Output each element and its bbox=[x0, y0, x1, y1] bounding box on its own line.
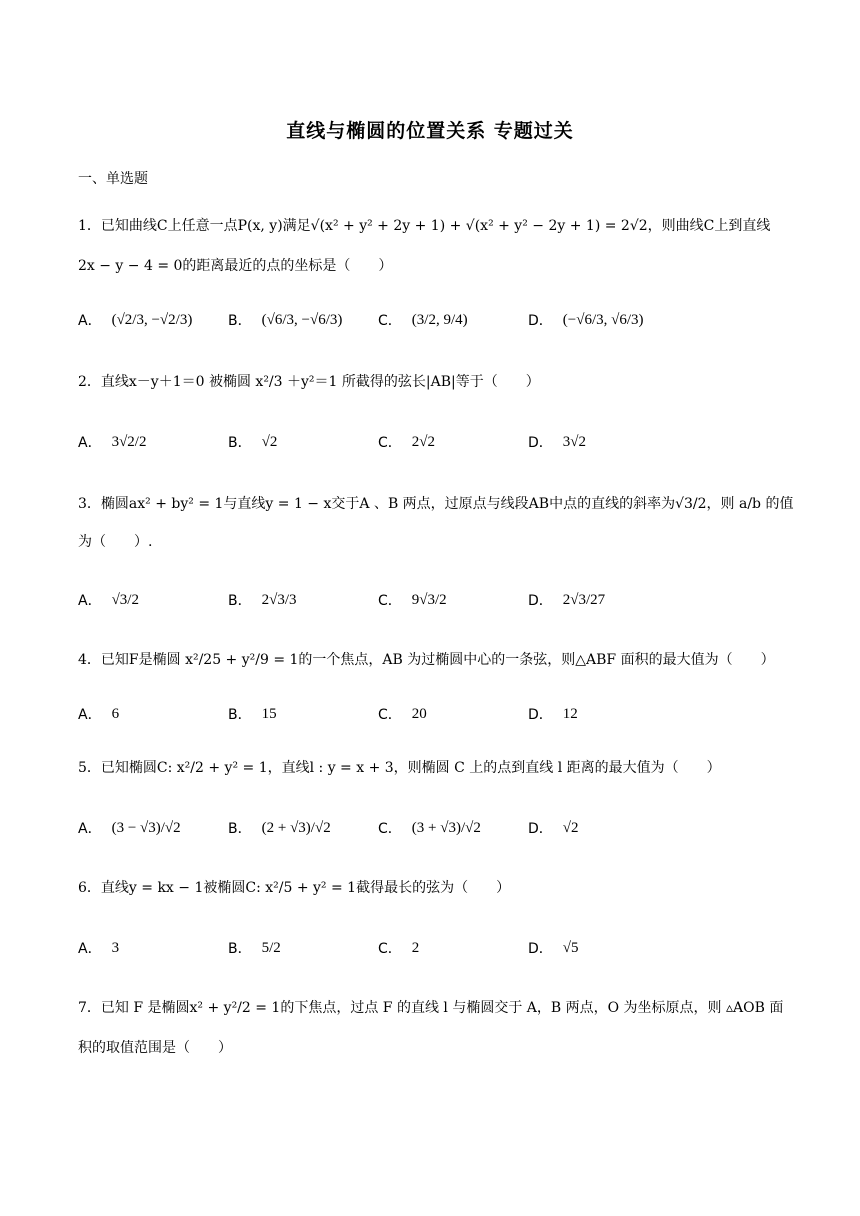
question-3-option-b: B． 2√3/3 bbox=[228, 591, 297, 609]
question-7-stem-line-2: 积的取值范围是（ ） bbox=[78, 1040, 232, 1056]
question-2-option-a: A． 3√2/2 bbox=[78, 433, 147, 451]
question-2-option-b: B． √2 bbox=[228, 433, 278, 451]
question-2-stem-line-1: 2．直线x－y＋1＝0 被椭圆 x²/3 ＋y²＝1 所截得的弦长|AB|等于（ ） bbox=[78, 374, 540, 390]
section-heading: 一、单选题 bbox=[78, 171, 148, 187]
question-1-option-d: D． (−√6/3, √6/3) bbox=[528, 311, 644, 329]
question-4-option-c: C． 20 bbox=[378, 705, 427, 723]
question-5-option-a: A． (3 − √3)/√2 bbox=[78, 819, 181, 837]
question-1-stem-line-2: 2x − y − 4 = 0的距离最近的点的坐标是（ ） bbox=[78, 258, 393, 274]
question-1-option-b: B． (√6/3, −√6/3) bbox=[228, 311, 343, 329]
question-3-stem-line-2: 为（ ）. bbox=[78, 534, 153, 550]
question-6-option-a: A． 3 bbox=[78, 939, 120, 957]
question-5-stem-line-1: 5．已知椭圆C: x²/2 + y² = 1，直线l : y = x + 3，则椭圆 C 上的点到直线 l 距离的最大值为（ ） bbox=[78, 760, 721, 776]
question-3-option-a: A． √3/2 bbox=[78, 591, 139, 609]
question-4-option-a: A． 6 bbox=[78, 705, 120, 723]
question-3-stem-line-1: 3．椭圆ax² + by² = 1与直线y = 1 − x交于A 、B 两点，过原点与线段AB中点的直线的斜率为√3/2，则 a/b 的值 bbox=[78, 496, 794, 512]
page-title: 直线与椭圆的位置关系 专题过关 bbox=[286, 120, 574, 142]
question-6-option-c: C． 2 bbox=[378, 939, 420, 957]
question-5-option-d: D． √2 bbox=[528, 819, 579, 837]
question-5-option-c: C． (3 + √3)/√2 bbox=[378, 819, 481, 837]
question-6-option-b: B． 5/2 bbox=[228, 939, 281, 957]
question-1-stem-line-1: 1．已知曲线C上任意一点P(x, y)满足√(x² + y² + 2y + 1) + √(x² + y² − 2y + 1) = 2√2，则曲线C上到直线 bbox=[78, 218, 771, 234]
question-1-option-c: C． (3/2, 9/4) bbox=[378, 311, 468, 329]
question-7-stem-line-1: 7．已知 F 是椭圆x² + y²/2 = 1的下焦点，过点 F 的直线 l 与椭圆交于 A，B 两点，O 为坐标原点，则 ▵AOB 面 bbox=[78, 1000, 784, 1016]
question-6-option-d: D． √5 bbox=[528, 939, 579, 957]
question-4-option-b: B． 15 bbox=[228, 705, 277, 723]
question-2-option-d: D． 3√2 bbox=[528, 433, 587, 451]
question-2-option-c: C． 2√2 bbox=[378, 433, 436, 451]
question-1-option-a: A． (√2/3, −√2/3) bbox=[78, 311, 193, 329]
question-4-stem-line-1: 4．已知F是椭圆 x²/25 + y²/9 = 1的一个焦点，AB 为过椭圆中心的一条弦，则△ABF 面积的最大值为（ ） bbox=[78, 652, 775, 668]
question-3-option-d: D． 2√3/27 bbox=[528, 591, 606, 609]
question-3-option-c: C． 9√3/2 bbox=[378, 591, 447, 609]
question-5-option-b: B． (2 + √3)/√2 bbox=[228, 819, 331, 837]
question-6-stem-line-1: 6．直线y = kx − 1被椭圆C: x²/5 + y² = 1截得最长的弦为（ ） bbox=[78, 880, 511, 896]
question-4-option-d: D． 12 bbox=[528, 705, 578, 723]
